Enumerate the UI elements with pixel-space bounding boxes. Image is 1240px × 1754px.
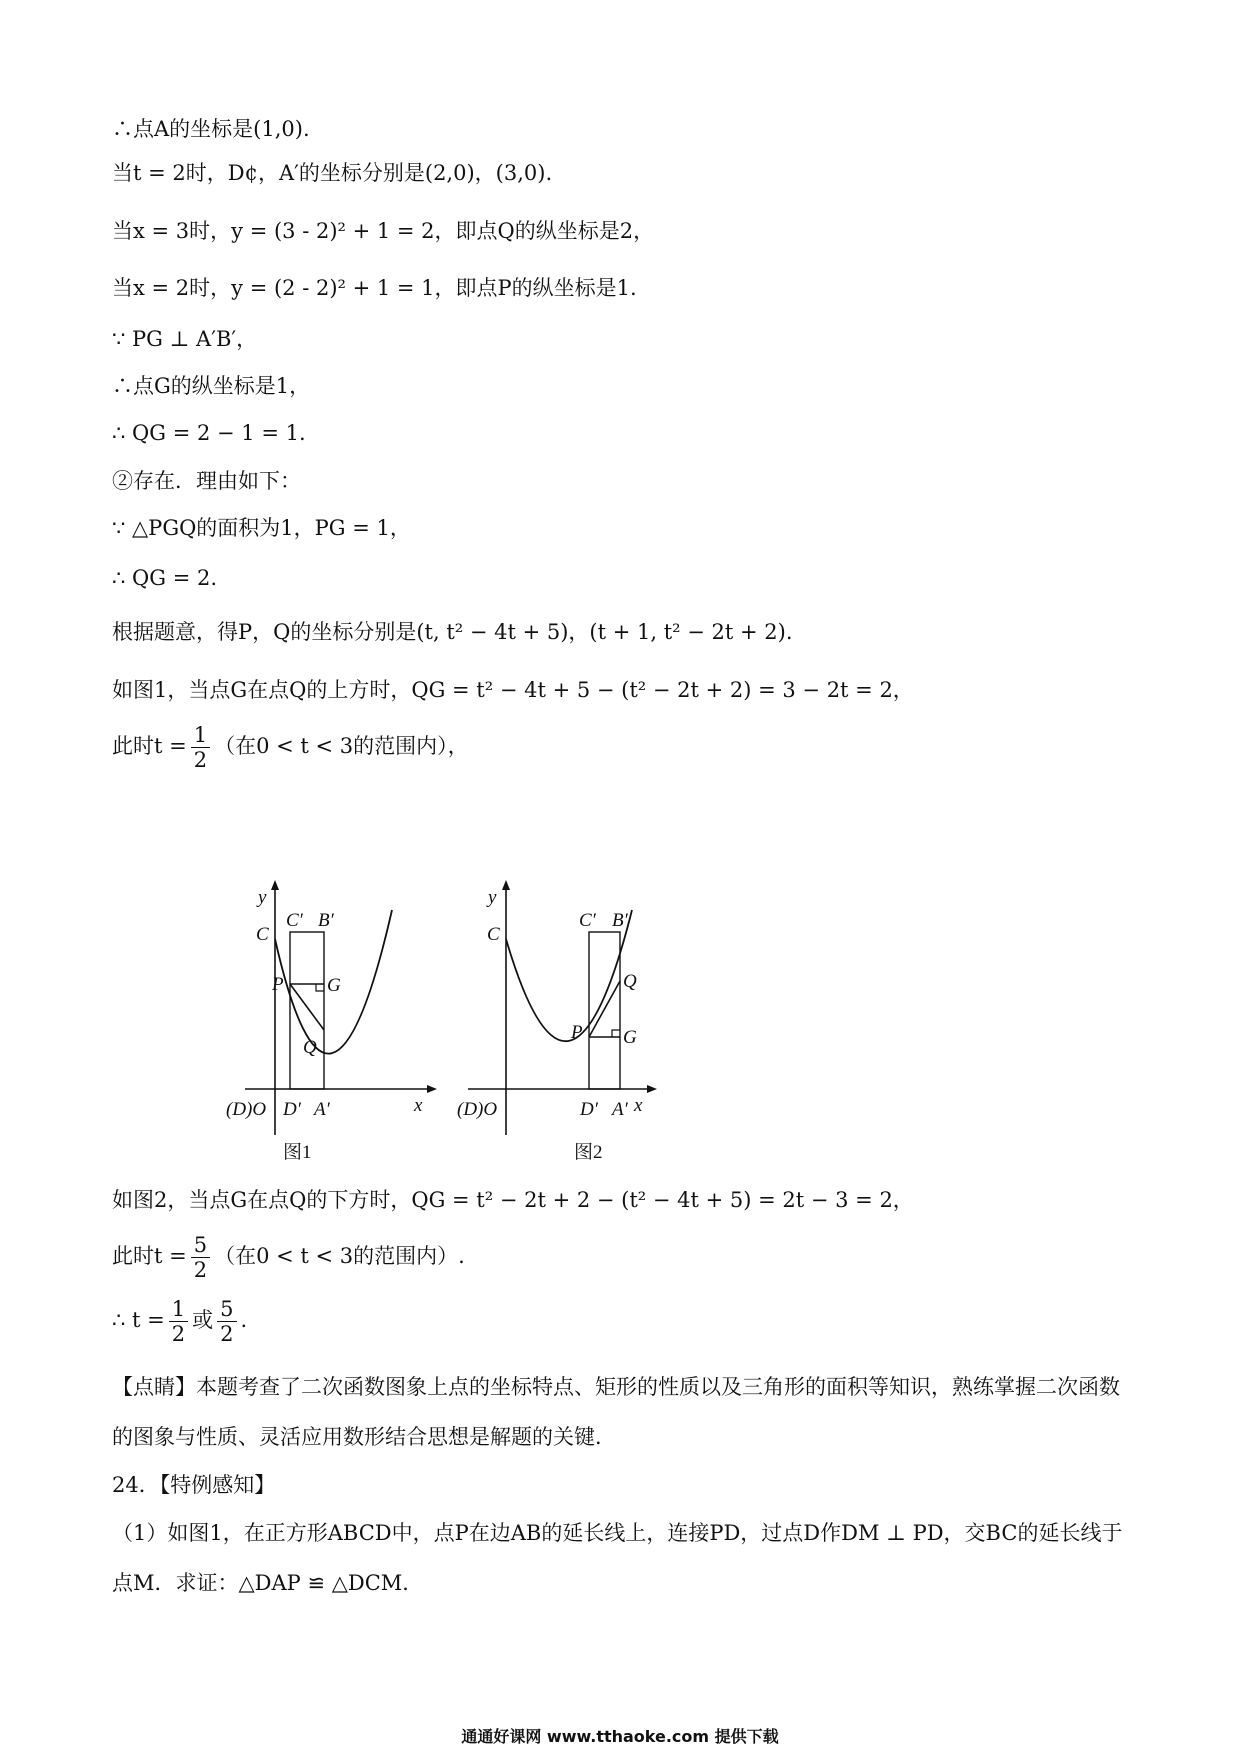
fig2-label-p: P <box>571 1022 583 1043</box>
fraction-denominator: 2 <box>220 1322 234 1346</box>
fig1-label-do: (D)O <box>226 1099 267 1120</box>
line15-mid: 或 <box>192 1308 214 1332</box>
fig2-label-do: (D)O <box>457 1099 498 1120</box>
line12-prefix: 此时t = <box>112 734 187 758</box>
fig2-right-angle-mark <box>612 1030 620 1037</box>
line15-prefix: ∴ t = <box>112 1308 165 1332</box>
fig2-label-cp: C′ <box>579 910 596 931</box>
fig1-label-ap: A′ <box>314 1099 330 1120</box>
text-line-2: 当t = 2时，D¢，A′的坐标分别是(2,0)，(3,0). <box>112 161 553 185</box>
fig1-caption: 图1 <box>283 1142 312 1163</box>
fraction-numerator: 1 <box>169 1297 188 1322</box>
text-line-8: ②存在．理由如下： <box>112 469 301 493</box>
fig1-label-x: x <box>414 1095 423 1116</box>
fig1-label-cp: C′ <box>286 910 303 931</box>
question-24-title: 24．【特例感知】 <box>112 1473 276 1497</box>
fraction-denominator: 2 <box>193 748 208 772</box>
text-line-5: ∵ PG ⊥ A′B′， <box>112 327 258 351</box>
fig2-label-ap: A′ <box>612 1099 628 1120</box>
text-line-conclusion <box>112 1290 247 1350</box>
fig1-label-dp: D′ <box>283 1099 301 1120</box>
text-line-10: ∴ QG = 2. <box>112 566 218 590</box>
text-line-13: 如图2，当点G在点Q的下方时，QG = t² − 2t + 2 − (t² − 4t + 5) = 2t − 3 = 2， <box>112 1188 914 1212</box>
text-line-1: ∴点A的坐标是(1,0). <box>112 117 310 141</box>
comment-paragraph: 【点睛】本题考查了二次函数图象上点的坐标特点、矩形的性质以及三角形的面积等知识，熟练掌握二次函数的图象与性质、灵活应用数形结合思想是解题的关键． <box>112 1375 1120 1449</box>
fig1-right-angle-mark <box>316 984 324 991</box>
fig2-label-c: C <box>487 924 500 945</box>
fig1-label-c: C <box>256 924 269 945</box>
text-line-3: 当x = 3时，y = (3 - 2)² + 1 = 2，即点Q的纵坐标是2， <box>112 219 655 243</box>
fraction-numerator: 5 <box>217 1297 236 1322</box>
text-line-7: ∴ QG = 2 − 1 = 1. <box>112 421 306 445</box>
fig1-y-arrow <box>271 880 279 890</box>
fraction <box>191 723 210 772</box>
fig2-segment-pq <box>589 981 620 1037</box>
fraction-numerator: 1 <box>191 723 210 748</box>
fraction-denominator: 2 <box>171 1322 186 1346</box>
fig1-label-y: y <box>258 887 267 908</box>
fraction-denominator: 2 <box>193 1258 208 1282</box>
fig1-label-p: P <box>272 974 284 995</box>
question-24-body: （1）如图1，在正方形ABCD中，点P在边AB的延长线上，连接PD，过点D作DM ⊥ PD，交BC的延长线于点M．求证：△DAP ≌ △DCM． <box>112 1521 1123 1595</box>
fraction <box>217 1297 236 1346</box>
fig2-label-g: G <box>623 1027 637 1048</box>
fig2-label-q: Q <box>623 971 637 992</box>
fig2-label-y: y <box>488 887 497 908</box>
text-line-12: 如图1，当点G在点Q的上方时，QG = t² − 4t + 5 − (t² − 2t + 2) = 3 − 2t = 2， <box>112 678 914 702</box>
fig2-label-dp: D′ <box>580 1099 598 1120</box>
text-line-4: 当x = 2时，y = (2 - 2)² + 1 = 1，即点P的纵坐标是1. <box>112 276 637 300</box>
text-line-11: 根据题意，得P，Q的坐标分别是(t, t² − 4t + 5)，(t + 1, t² − 2t + 2). <box>112 620 793 644</box>
parabola-figures <box>200 870 740 1180</box>
fig1-x-arrow <box>427 1085 437 1093</box>
fig2-y-arrow <box>502 880 510 890</box>
fig2-label-bp: B′ <box>612 910 628 931</box>
fraction <box>169 1297 188 1346</box>
fig2-x-arrow <box>647 1085 657 1093</box>
fig2-label-x: x <box>634 1095 643 1116</box>
fig1-label-bp: B′ <box>318 910 334 931</box>
footer: 通通好课网 www.tthaoke.com 提供下载 <box>461 1727 779 1746</box>
line14-prefix: 此时t = <box>112 1244 187 1268</box>
fraction-numerator: 5 <box>191 1233 210 1258</box>
text-line-t-five-half <box>112 1226 465 1286</box>
line12-suffix: （在0 < t < 3的范围内）， <box>214 734 469 758</box>
text-line-t-half <box>112 716 469 776</box>
line15-suffix: . <box>240 1308 248 1332</box>
fig2-caption: 图2 <box>574 1142 603 1163</box>
text-line-9: ∵ △PGQ的面积为1，PG = 1， <box>112 516 411 540</box>
fraction <box>191 1233 210 1282</box>
text-line-6: ∴点G的纵坐标是1， <box>112 374 311 398</box>
fig1-label-q: Q <box>303 1037 317 1058</box>
fig1-label-g: G <box>327 975 341 996</box>
line14-suffix: （在0 < t < 3的范围内）. <box>214 1244 465 1268</box>
